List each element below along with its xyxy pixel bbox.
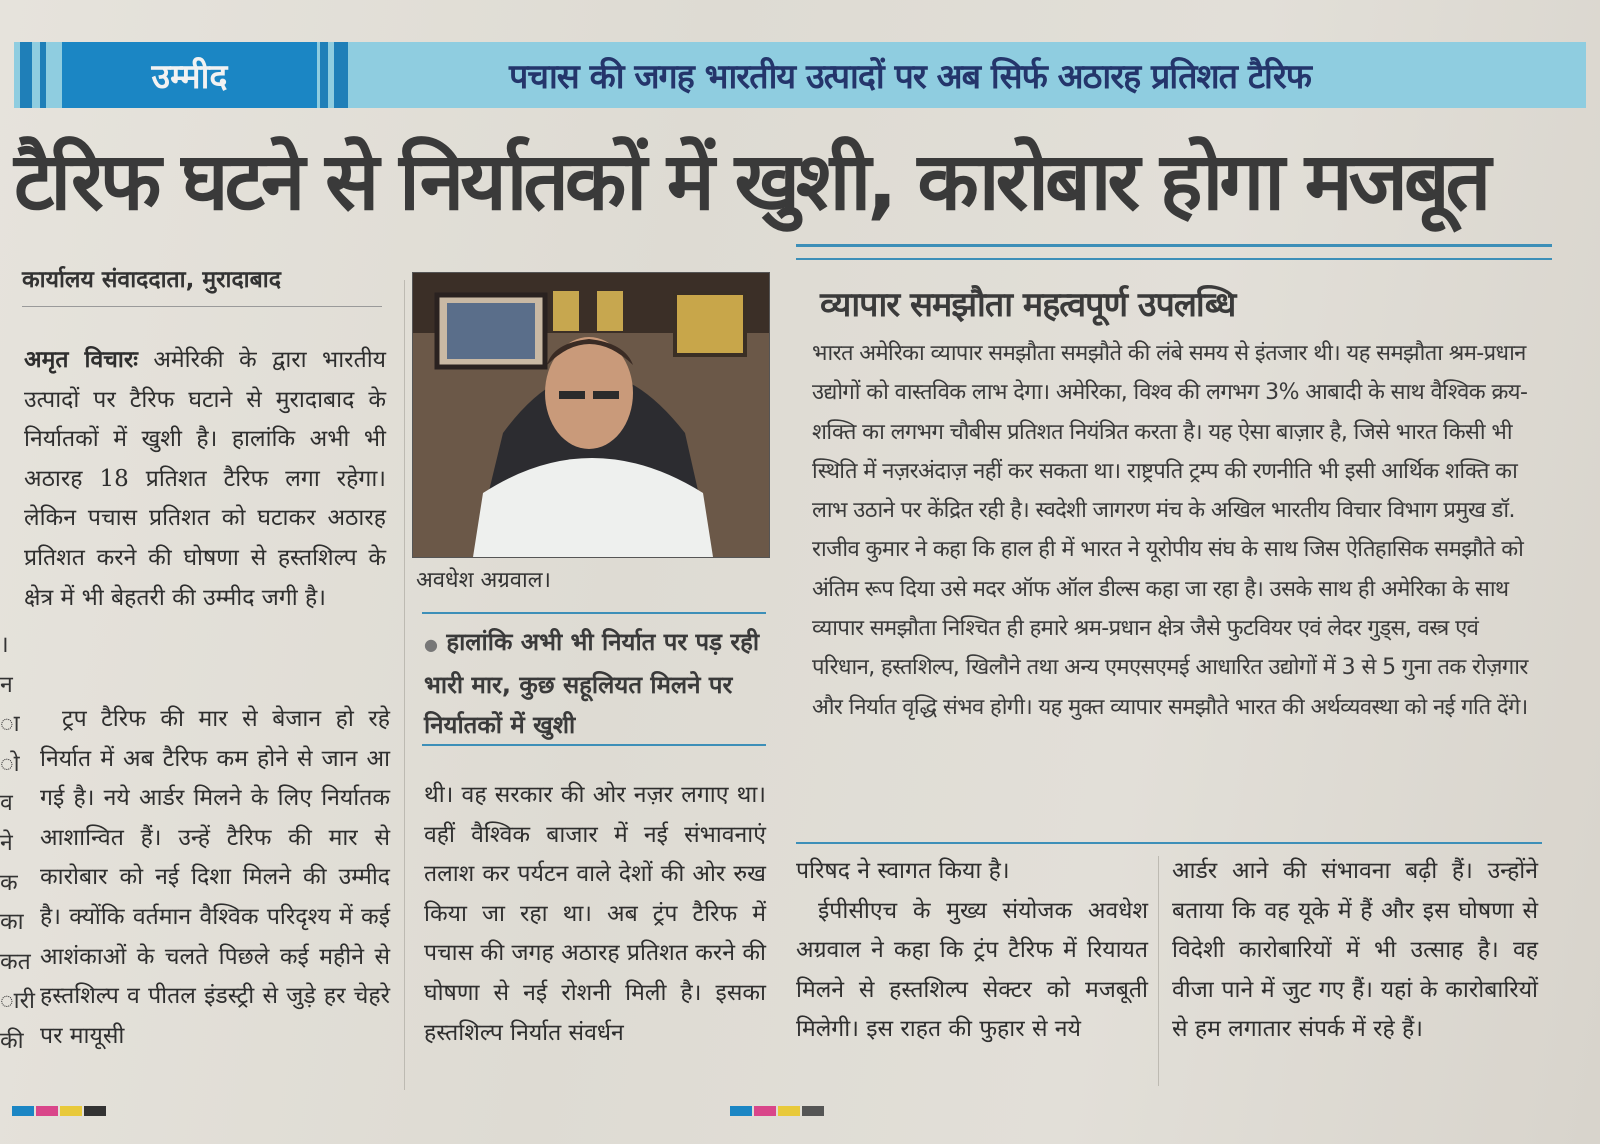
- paragraph-text: थी। वह सरकार की ओर नज़र लगाए था। वहीं वैश्विक बाजार में नई संभावनाएं तलाश कर पर्यटन वाले देशों की ओर रुख किया जा रहा था। अब ट्रंप टैरिफ में पचास की जगह अठारह प्रतिशत करने की घोषणा से नई रोशनी मिली है। इसका हस्तशिल्प निर्यात संवर्धन: [424, 782, 766, 1046]
- banner-stripe: [334, 42, 348, 108]
- column-divider: [404, 280, 405, 1090]
- lead-paragraph: [24, 340, 386, 618]
- registration-mark: [730, 1106, 752, 1116]
- headline-rule: [796, 244, 1552, 247]
- pull-quote: [424, 622, 764, 745]
- banner-stripe: [320, 42, 328, 108]
- main-headline: टैरिफ घटने से निर्यातकों में खुशी, कारोबार होगा मजबूत: [14, 134, 1488, 228]
- portrait-image: [413, 273, 769, 557]
- bullet-icon: ●: [424, 635, 438, 654]
- edge-fragment: की: [0, 1027, 24, 1054]
- registration-mark: [754, 1106, 776, 1116]
- edge-fragment: व: [0, 790, 13, 817]
- edge-fragment: ।: [0, 632, 9, 658]
- edge-fragment: ने: [0, 829, 13, 856]
- section-tag: उम्मीद: [62, 42, 317, 108]
- edge-fragment: ा: [0, 711, 20, 738]
- edge-fragment: का: [0, 909, 24, 936]
- pull-quote-text: हालांकि अभी भी निर्यात पर पड़ रही भारी मार, कुछ सहूलियत मिलने पर निर्यातकों में खुशी: [424, 628, 760, 739]
- article-column-4: [1172, 852, 1538, 1050]
- registration-mark: [84, 1106, 106, 1116]
- article-column-1: [24, 340, 386, 618]
- paragraph-text: ट्रप टैरिफ की मार से बेजान हो रहे निर्यात में अब टैरिफ कम होने से जान आ गई है। नये आर्डर मिलने के लिए निर्यातक आशान्वित हैं। उन्हें टैरिफ की मार से कारोबार को नई दिशा मिलने की उम्मीद है। क्योंकि वर्तमान वैश्विक परिदृश्य में कई आशंकाओं के चलते पिछले कई महीने से हस्तशिल्प व पीतल इंडस्ट्री से जुड़े हर चेहरे पर मायूसी: [40, 706, 390, 1049]
- edge-fragment: क: [0, 869, 18, 896]
- paragraph-text: अमेरिकी के द्वारा भारतीय उत्पादों पर टैरिफ घटाने से मुरादाबाद के निर्यातकों में खुशी है। हालांकि अभी भी अठारह 18 प्रतिशत टैरिफ लगा रहेगा। लेकिन पचास प्रतिशत को घटाकर अठारह प्रतिशत करने की घोषणा से हस्तशिल्प के क्षेत्र में भी बेहतरी की उम्मीद जगी है।: [24, 347, 386, 611]
- registration-mark: [60, 1106, 82, 1116]
- edge-fragment: न: [0, 671, 13, 698]
- registration-mark: [778, 1106, 800, 1116]
- byline: कार्यालय संवाददाता, मुरादाबाद: [22, 267, 281, 293]
- portrait-photo: [412, 272, 770, 558]
- photo-caption: अवधेश अग्रवाल।: [416, 568, 551, 593]
- banner-stripe: [20, 42, 32, 108]
- registration-mark: [36, 1106, 58, 1116]
- registration-mark: [802, 1106, 824, 1116]
- column-divider: [1158, 856, 1159, 1086]
- registration-mark: [12, 1106, 34, 1116]
- paragraph-text: परिषद ने स्वागत किया है।: [796, 858, 1010, 884]
- article-column-2: [424, 776, 766, 1053]
- box-rule-bottom: [796, 842, 1542, 844]
- article-column-3: [796, 852, 1148, 1050]
- byline-rule: [22, 306, 382, 307]
- box-title: व्यापार समझौता महत्वपूर्ण उपलब्धि: [820, 285, 1236, 325]
- dateline: अमृत विचारः: [24, 346, 138, 373]
- edge-fragment: ो: [0, 750, 20, 777]
- paragraph-text: आर्डर आने की संभावना बढ़ी हैं। उन्होंने बताया कि वह यूके में हैं और इस घोषणा से विदेशी कारोबारियों में भी उत्साह है। वह वीजा पाने में जुट गए हैं। यहां के कारोबारियों से हम लगातार संपर्क में रहे हैं।: [1172, 858, 1538, 1043]
- box-text: भारत अमेरिका व्यापार समझौता समझौते की लंबे समय से इंतजार थी। यह समझौता श्रम-प्रधान उद्योगों को वास्तविक लाभ देगा। अमेरिका, विश्व की लगभग 3% आबादी के साथ वैश्विक क्रय-शक्ति का लगभग चौबीस प्रतिशत नियंत्रित करता है। यह ऐसा बाज़ार है, जिसे भारत किसी भी स्थिति में नज़रअंदाज़ नहीं कर सकता था। राष्ट्रपति ट्रम्प की रणनीति भी इसी आर्थिक शक्ति का लाभ उठाने पर केंद्रित रही है। स्वदेशी जागरण मंच के अखिल भारतीय विचार विभाग प्रमुख डॉ. राजीव कुमार ने कहा कि हाल ही में भारत ने यूरोपीय संघ के साथ जिस ऐतिहासिक समझौते को अंतिम रूप दिया उसे मदर ऑफ ऑल डील्स कहा जा रहा है। उसके साथ ही अमेरिका के साथ व्यापार समझौता निश्चित ही हमारे श्रम-प्रधान क्षेत्र जैसे फुटवियर एवं लेदर गुड्स, वस्त्र एवं परिधान, हस्तशिल्प, खिलौने तथा अन्य एमएसएमई आधारित उद्योगों में 3 से 5 गुना तक रोज़गार और निर्यात वृद्धि संभव होगी। यह मुक्त व्यापार समझौते भारत की अर्थव्यवस्था को नई गति देंगे।: [812, 341, 1528, 720]
- edge-fragment: कत: [0, 948, 31, 975]
- banner-stripe: [40, 42, 46, 108]
- box-rule-top: [796, 258, 1552, 260]
- paragraph-text: ईपीसीएच के मुख्य संयोजक अवधेश अग्रवाल ने कहा कि ट्रंप टैरिफ में रियायत मिलने से हस्तशिल्प सेक्टर को मजबूती मिलेगी। इस राहत की फुहार से नये: [796, 897, 1148, 1043]
- left-edge-fragments: [0, 626, 35, 1062]
- article-column-1-cont: [40, 700, 390, 1056]
- kicker-headline: पचास की जगह भारतीय उत्पादों पर अब सिर्फ अठारह प्रतिशत टैरिफ: [509, 57, 1311, 97]
- pullquote-rule-top: [422, 612, 766, 614]
- edge-fragment: ारी: [0, 988, 35, 1015]
- pullquote-rule-bottom: [422, 744, 766, 746]
